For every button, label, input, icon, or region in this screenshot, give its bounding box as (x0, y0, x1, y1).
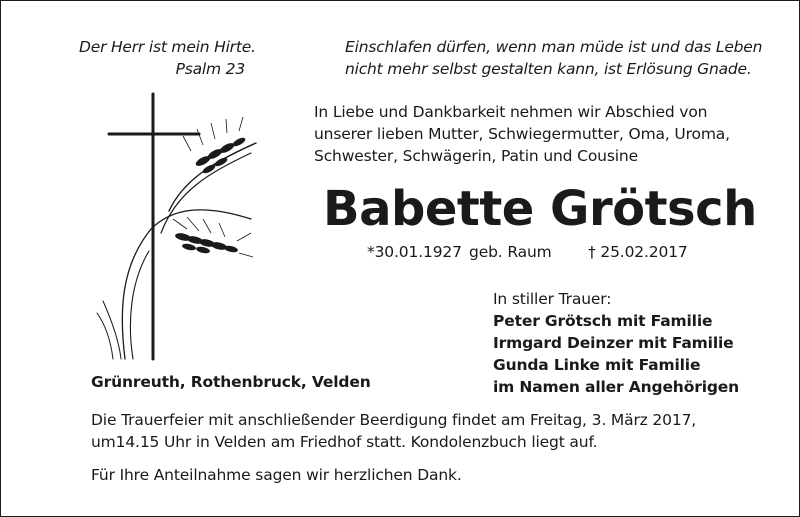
mourners-heading: In stiller Trauer: (493, 290, 612, 308)
cross-with-wheat-icon (91, 91, 261, 361)
thanks: Für Ihre Anteilnahme sagen wir herzlichen Dank. (91, 466, 462, 484)
intro-line-1: In Liebe und Dankbarkeit nehmen wir Abschied von (314, 103, 708, 121)
death-date: † 25.02.2017 (588, 243, 688, 261)
poem-line-1: Einschlafen dürfen, wenn man müde ist und das Leben (345, 38, 763, 56)
deceased-name: Babette Grötsch (323, 181, 757, 237)
intro-line-3: Schwester, Schwägerin, Patin und Cousine (314, 147, 638, 165)
mourner-4: im Namen aller Angehörigen (493, 378, 740, 396)
maiden-name: geb. Raum (469, 243, 552, 261)
psalm-reference: Psalm 23 (175, 60, 245, 78)
psalm-quote: Der Herr ist mein Hirte. (79, 38, 256, 56)
mourner-1: Peter Grötsch mit Familie (493, 312, 713, 330)
funeral-line-2: um14.15 Uhr in Velden am Friedhof statt. Kondolenzbuch liegt auf. (91, 433, 598, 451)
places: Grünreuth, Rothenbruck, Velden (91, 373, 371, 391)
poem-line-2: nicht mehr selbst gestalten kann, ist Erlösung Gnade. (345, 60, 752, 78)
mourner-2: Irmgard Deinzer mit Familie (493, 334, 734, 352)
birth-date: *30.01.1927 (367, 243, 462, 261)
funeral-line-1: Die Trauerfeier mit anschließender Beerdigung findet am Freitag, 3. März 2017, (91, 411, 697, 429)
mourner-3: Gunda Linke mit Familie (493, 356, 701, 374)
intro-line-2: unserer lieben Mutter, Schwiegermutter, Oma, Uroma, (314, 125, 730, 143)
